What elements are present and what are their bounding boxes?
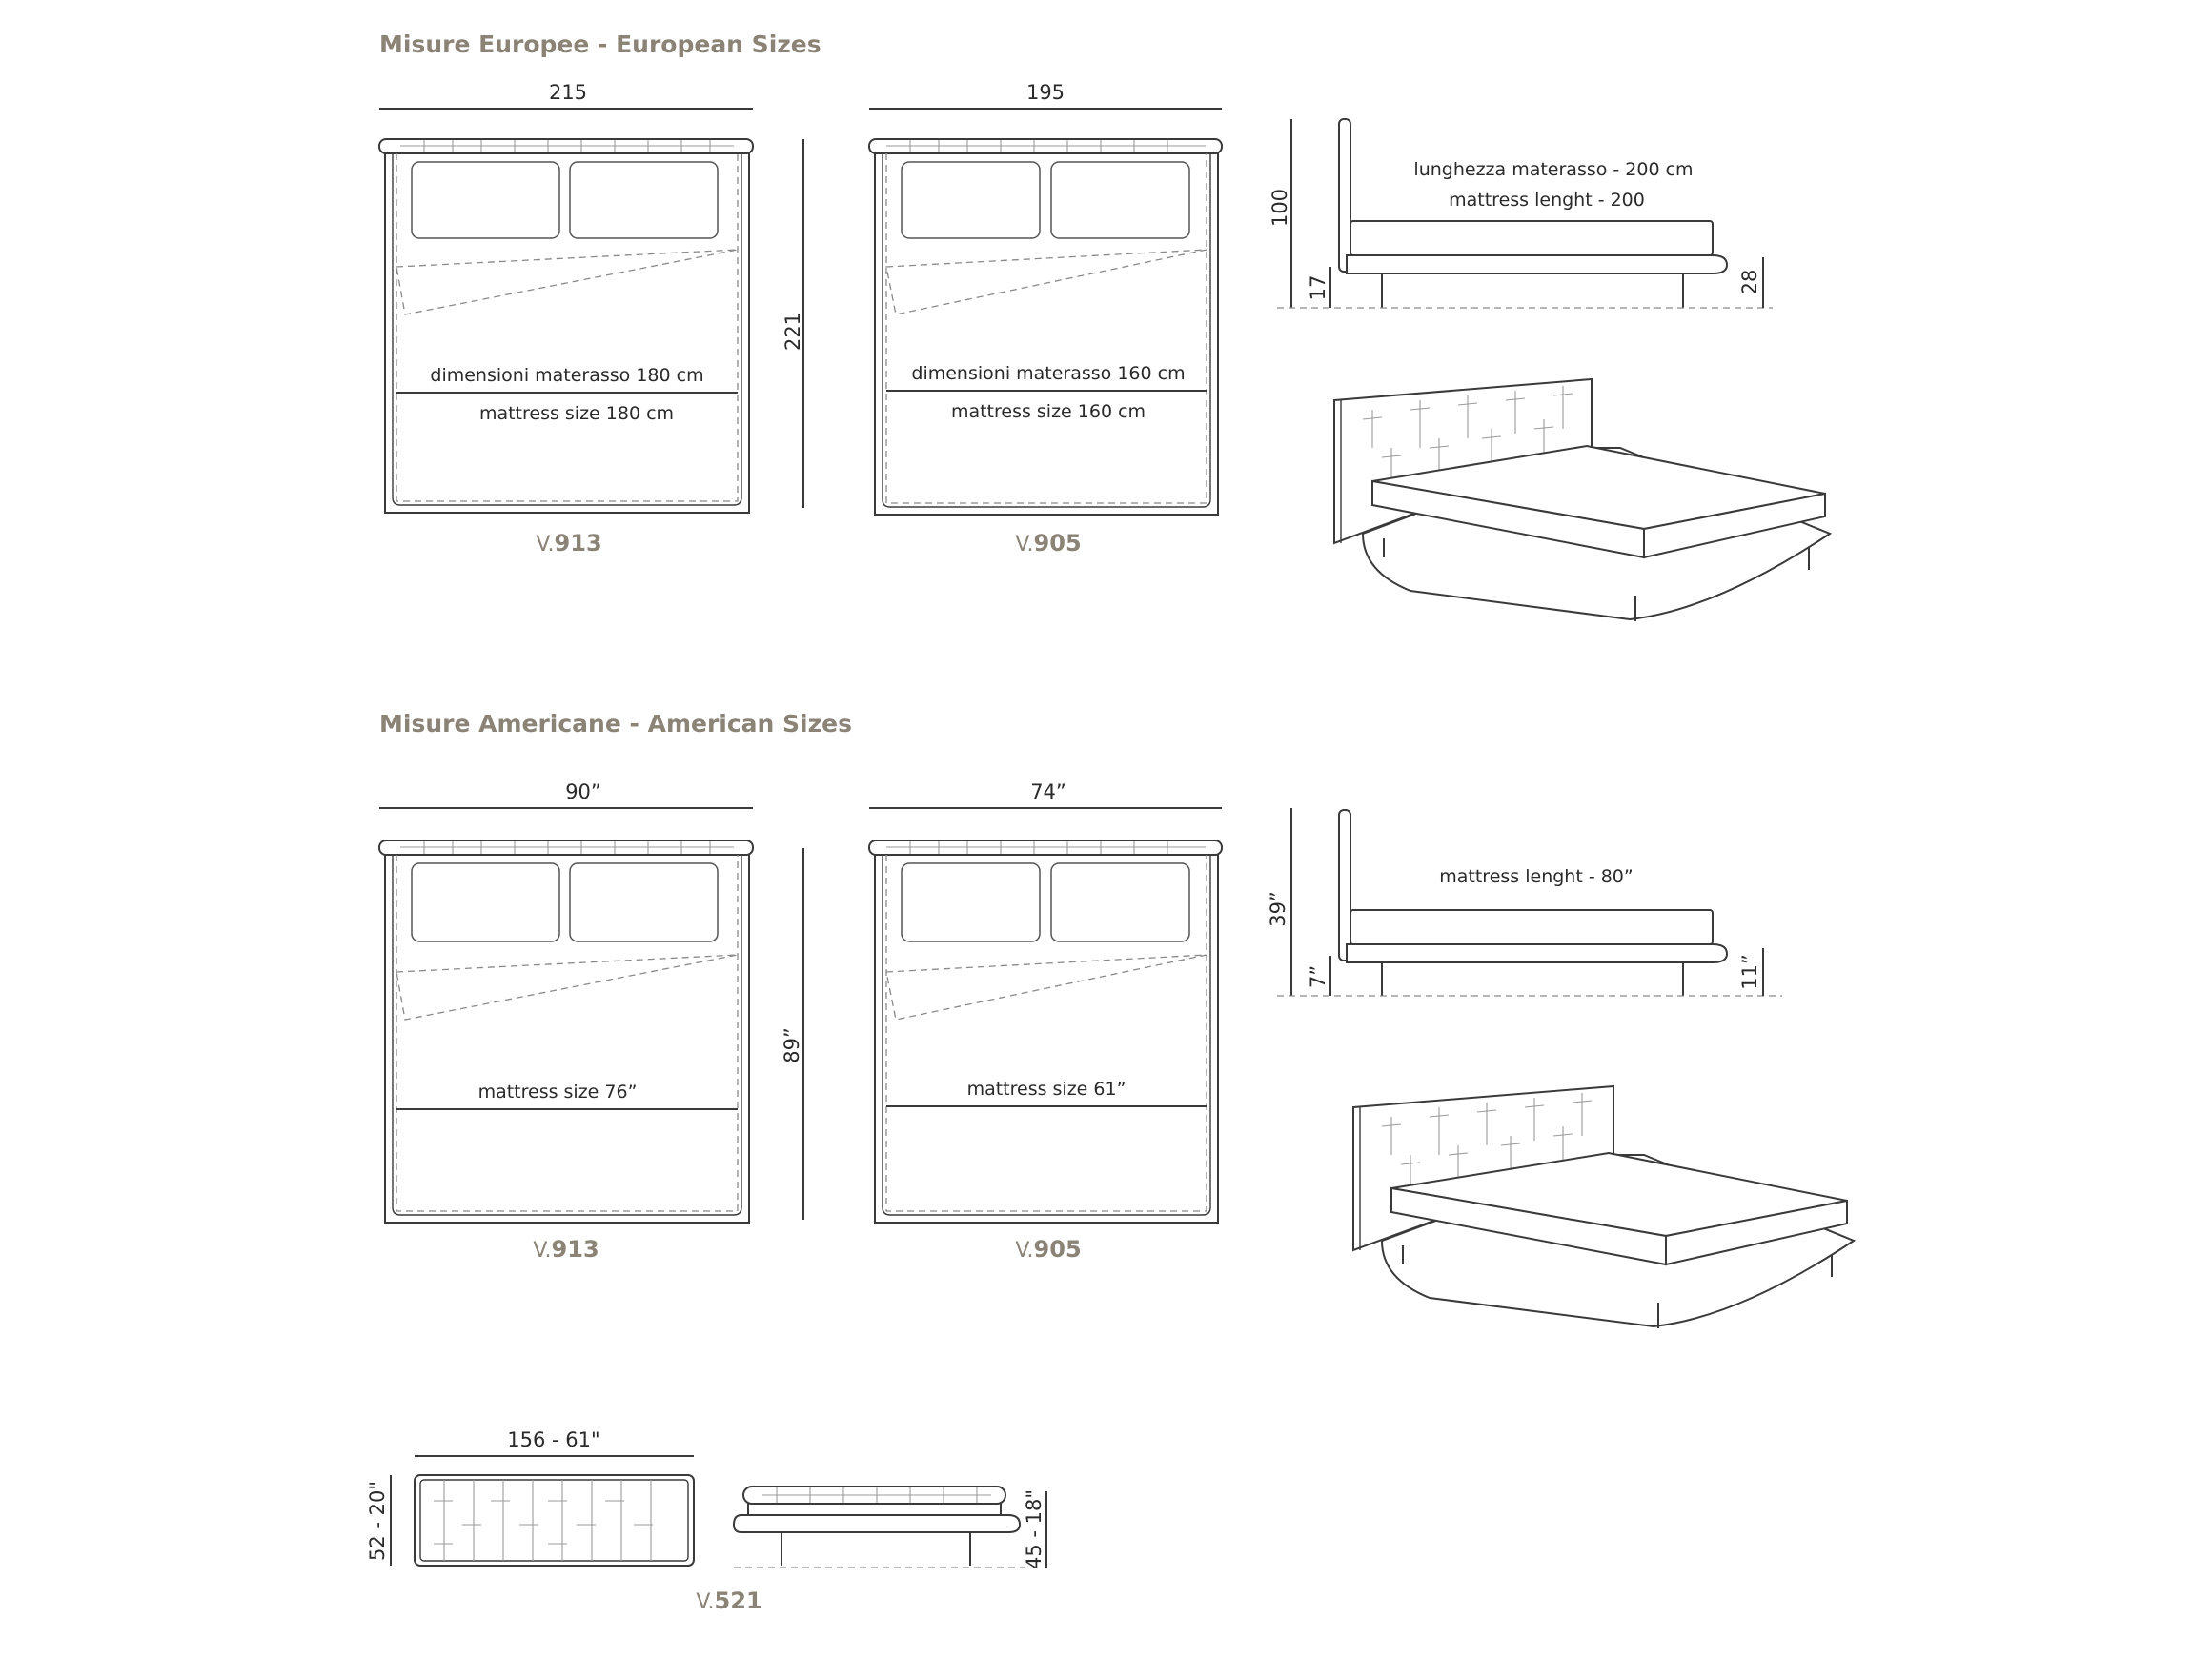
width-dimension-label: 90” [565, 780, 601, 803]
bed-perspective-eu [1334, 379, 1830, 621]
bench-height-label: 45 - 18" [1023, 1488, 1045, 1570]
pillow-left [902, 863, 1040, 941]
model-code-521: V.521 [696, 1588, 762, 1614]
headboard-height-label: 39” [1267, 891, 1289, 927]
length-dimension-label: 221 [781, 312, 804, 352]
plan-view-905-us [869, 780, 1222, 1263]
section-title-european: Misure Europee - European Sizes [379, 30, 822, 58]
bed-base-side [1347, 255, 1727, 273]
frame-height-label: 7” [1307, 964, 1329, 989]
pillow-right [1051, 863, 1189, 941]
bench-drawings [366, 1428, 1046, 1614]
plan-view-905-eu [869, 81, 1222, 556]
plan-view-913-us [379, 780, 803, 1263]
pillow-right [1051, 162, 1189, 238]
bed-perspective-us [1353, 1086, 1854, 1328]
mattress-length-label-it: lunghezza materasso - 200 cm [1413, 159, 1694, 180]
model-code-913-us: V.913 [533, 1236, 599, 1263]
width-dimension-label: 74” [1030, 780, 1066, 803]
mattress-side [1350, 221, 1713, 255]
mattress-label-it: dimensioni materasso 160 cm [911, 363, 1186, 384]
mattress-label-en: mattress size 180 cm [478, 403, 675, 424]
bench-depth-label: 52 - 20" [366, 1480, 389, 1562]
mattress-length-label-en: mattress lenght - 80” [1439, 866, 1634, 887]
rail-height-label: 28 [1738, 269, 1761, 295]
model-code-905-eu: V.905 [1015, 530, 1082, 556]
width-dimension-label: 195 [1025, 81, 1065, 104]
plan-view-913-eu [379, 81, 804, 556]
section-title-american: Misure Americane - American Sizes [379, 710, 852, 738]
pillow-left [412, 162, 559, 238]
pillow-left [902, 162, 1040, 238]
pillow-right [570, 863, 718, 941]
bench-width-label: 156 - 61" [507, 1428, 600, 1451]
mattress-label-en: mattress size 76” [477, 1082, 638, 1103]
rail-height-label: 11” [1738, 954, 1761, 990]
pillow-right [570, 162, 718, 238]
mattress-label-en: mattress size 61” [966, 1079, 1126, 1100]
mattress-length-label-en: mattress lenght - 200 [1449, 190, 1645, 211]
bench-top-view [415, 1475, 694, 1566]
frame-height-label: 17 [1307, 274, 1329, 301]
length-dimension-label: 89” [781, 1027, 803, 1063]
mattress-label-it: dimensioni materasso 180 cm [430, 365, 704, 386]
model-code-913-eu: V.913 [536, 530, 602, 556]
folded-sheet [396, 250, 738, 314]
headboard-side [1339, 119, 1350, 272]
model-code-905-us: V.905 [1015, 1236, 1082, 1263]
side-view-eu [1268, 119, 1773, 308]
headboard-height-label: 100 [1268, 188, 1291, 228]
width-dimension-label: 215 [548, 81, 588, 104]
pillow-left [412, 863, 559, 941]
side-view-us [1267, 808, 1782, 996]
mattress-label-en: mattress size 160 cm [950, 401, 1147, 422]
